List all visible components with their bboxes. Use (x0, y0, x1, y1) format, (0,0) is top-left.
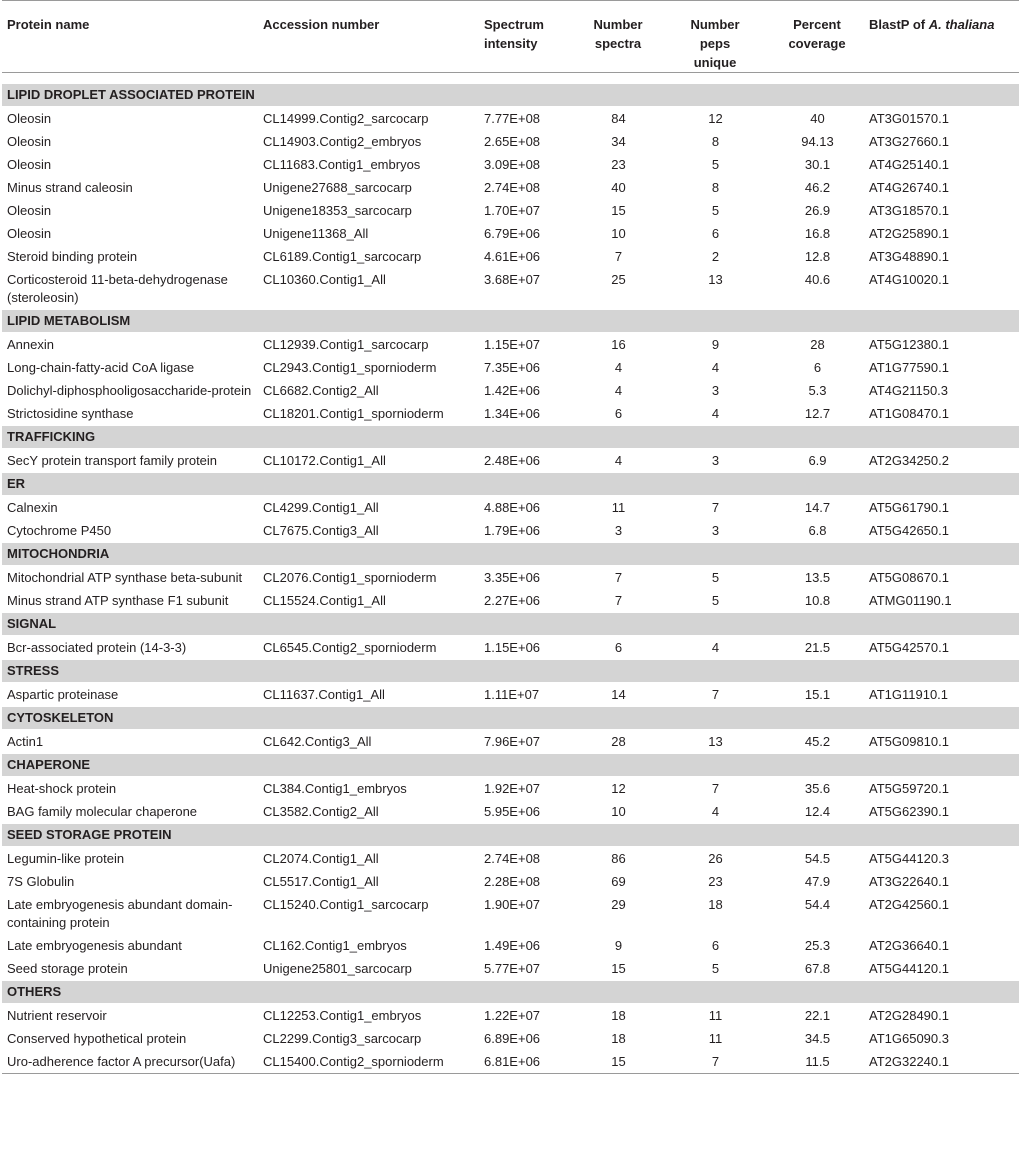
cell-percent-coverage: 26.9 (804, 203, 831, 218)
table-row (2, 957, 1019, 981)
cell-blastp: AT1G65090.3 (869, 1031, 949, 1046)
cell-percent-coverage: 28 (810, 337, 825, 352)
cell-number-peps-unique: 11 (708, 1031, 723, 1046)
cell-protein-name: Oleosin (7, 111, 52, 126)
cell-spectrum-intensity: 3.68E+07 (484, 272, 541, 287)
cell-percent-coverage: 10.8 (804, 593, 831, 608)
section-title: ER (2, 473, 1019, 496)
cell-blastp: AT2G25890.1 (869, 226, 949, 241)
table-row (2, 153, 1019, 176)
table-row (2, 449, 1019, 473)
cell-number-spectra: 25 (611, 272, 626, 287)
cell-blastp: AT2G28490.1 (869, 1008, 949, 1023)
table-row (2, 636, 1019, 660)
cell-spectrum-intensity: 3.35E+06 (484, 570, 541, 585)
cell-number-spectra: 86 (611, 851, 626, 866)
section-title: LIPID METABOLISM (2, 310, 1019, 333)
cell-blastp: AT3G48890.1 (869, 249, 949, 264)
section-title: SEED STORAGE PROTEIN (2, 824, 1019, 847)
cell-spectrum-intensity: 5.95E+06 (484, 804, 541, 819)
cell-number-spectra: 69 (611, 874, 626, 889)
cell-percent-coverage: 12.8 (804, 249, 831, 264)
cell-percent-coverage: 21.5 (804, 640, 831, 655)
cell-accession: CL12253.Contig1_embryos (263, 1008, 422, 1023)
header-blastp-species: A. thaliana (928, 17, 995, 32)
cell-number-spectra: 28 (611, 734, 626, 749)
header-spectrum-intensity: Spectrum intensity (484, 17, 544, 51)
cell-accession: CL2074.Contig1_All (263, 851, 379, 866)
cell-protein-name: Long-chain-fatty-acid CoA ligase (7, 360, 195, 375)
cell-spectrum-intensity: 1.11E+07 (484, 687, 540, 702)
cell-number-peps-unique: 9 (711, 337, 720, 352)
cell-spectrum-intensity: 2.74E+08 (484, 851, 541, 866)
cell-number-spectra: 16 (611, 337, 626, 352)
cell-number-peps-unique: 23 (708, 874, 723, 889)
table-row (2, 130, 1019, 153)
cell-spectrum-intensity: 1.90E+07 (484, 897, 541, 912)
cell-spectrum-intensity: 3.09E+08 (484, 157, 541, 172)
cell-percent-coverage: 5.3 (808, 383, 827, 398)
cell-blastp: AT4G21150.3 (869, 383, 949, 398)
cell-accession: CL11637.Contig1_All (263, 687, 385, 702)
cell-accession: CL15400.Contig2_spornioderm (258, 1050, 479, 1074)
section-title: SIGNAL (2, 613, 1019, 636)
table-row (2, 333, 1019, 357)
cell-spectrum-intensity: 1.92E+07 (484, 781, 541, 796)
cell-number-spectra: 84 (611, 111, 626, 126)
cell-accession: CL2943.Contig1_spornioderm (263, 360, 437, 375)
cell-number-spectra: 12 (611, 781, 626, 796)
cell-accession: CL10360.Contig1_All (263, 272, 386, 287)
cell-accession: CL6545.Contig2_spornioderm (263, 640, 437, 655)
cell-protein-name: Steroid binding protein (7, 249, 138, 264)
header-accession: Accession number (263, 17, 380, 32)
cell-spectrum-intensity: 1.22E+07 (484, 1008, 541, 1023)
cell-blastp: AT5G12380.1 (869, 337, 949, 352)
cell-blastp: AT5G44120.1 (869, 961, 949, 976)
cell-protein-name: Late embryogenesis abundant (7, 938, 182, 953)
cell-blastp: AT5G09810.1 (869, 734, 949, 749)
cell-number-peps-unique: 4 (711, 406, 720, 421)
table-row (2, 222, 1019, 245)
cell-protein-name: Oleosin (7, 157, 52, 172)
cell-blastp: AT5G62390.1 (869, 804, 949, 819)
cell-spectrum-intensity: 2.65E+08 (484, 134, 541, 149)
table-row (2, 245, 1019, 268)
cell-accession: Unigene27688_sarcocarp (263, 180, 412, 195)
cell-percent-coverage: 47.9 (804, 874, 831, 889)
cell-number-peps-unique: 5 (711, 157, 720, 172)
header-protein-name: Protein name (7, 17, 90, 32)
cell-protein-name: Oleosin (7, 203, 52, 218)
cell-percent-coverage: 25.3 (804, 938, 831, 953)
table-row (2, 268, 1019, 310)
table-row (2, 730, 1019, 754)
cell-percent-coverage: 94.13 (801, 134, 834, 149)
cell-spectrum-intensity: 6.81E+06 (479, 1050, 576, 1074)
table-row (2, 934, 1019, 957)
header-number-spectra: Number spectra (593, 17, 643, 51)
section-title: MITOCHONDRIA (2, 543, 1019, 566)
cell-percent-coverage: 40 (810, 111, 825, 126)
cell-blastp: AT4G26740.1 (869, 180, 949, 195)
cell-blastp: AT5G42570.1 (869, 640, 949, 655)
cell-spectrum-intensity: 5.77E+07 (484, 961, 541, 976)
table-row (2, 683, 1019, 707)
section-header (2, 754, 1019, 777)
table-row (2, 402, 1019, 426)
cell-protein-name: Minus strand caleosin (7, 180, 133, 195)
cell-percent-coverage: 12.7 (804, 406, 831, 421)
cell-blastp: AT2G34250.2 (869, 453, 949, 468)
cell-accession: CL6189.Contig1_sarcocarp (263, 249, 422, 264)
cell-spectrum-intensity: 7.96E+07 (484, 734, 541, 749)
cell-spectrum-intensity: 4.61E+06 (484, 249, 541, 264)
cell-percent-coverage: 11.5 (770, 1050, 864, 1074)
cell-number-spectra: 6 (614, 406, 623, 421)
cell-accession: CL7675.Contig3_All (263, 523, 379, 538)
cell-accession: CL10172.Contig1_All (263, 453, 386, 468)
cell-percent-coverage: 14.7 (804, 500, 831, 515)
cell-percent-coverage: 34.5 (804, 1031, 831, 1046)
cell-protein-name: Minus strand ATP synthase F1 subunit (7, 593, 229, 608)
table-row (2, 777, 1019, 801)
cell-blastp: AT5G59720.1 (869, 781, 949, 796)
cell-number-peps-unique: 4 (711, 640, 720, 655)
cell-percent-coverage: 46.2 (804, 180, 831, 195)
cell-percent-coverage: 6 (813, 360, 822, 375)
cell-protein-name: Oleosin (7, 226, 52, 241)
cell-number-peps-unique: 11 (708, 1008, 723, 1023)
table-row (2, 870, 1019, 893)
cell-percent-coverage: 6.9 (808, 453, 827, 468)
table-header (2, 1, 1019, 84)
cell-protein-name: BAG family molecular chaperone (7, 804, 198, 819)
cell-number-peps-unique: 12 (708, 111, 723, 126)
cell-blastp: AT1G77590.1 (869, 360, 949, 375)
cell-number-peps-unique: 8 (711, 180, 720, 195)
cell-spectrum-intensity: 2.27E+06 (484, 593, 541, 608)
cell-percent-coverage: 35.6 (804, 781, 831, 796)
cell-protein-name: Aspartic proteinase (7, 687, 119, 702)
cell-protein-name: Bcr-associated protein (14-3-3) (7, 640, 187, 655)
cell-spectrum-intensity: 4.88E+06 (484, 500, 541, 515)
cell-number-spectra: 4 (614, 383, 623, 398)
cell-number-peps-unique: 7 (711, 687, 720, 702)
cell-percent-coverage: 67.8 (804, 961, 831, 976)
cell-number-spectra: 10 (611, 804, 626, 819)
cell-blastp: AT2G42560.1 (869, 897, 949, 912)
cell-protein-name: SecY protein transport family protein (7, 453, 218, 468)
cell-protein-name: Heat-shock protein (7, 781, 117, 796)
cell-protein-name: Late embryogenesis abundant domain-containing protein (7, 897, 233, 930)
table-row (2, 1027, 1019, 1050)
cell-spectrum-intensity: 1.34E+06 (484, 406, 541, 421)
cell-number-peps-unique: 3 (711, 523, 720, 538)
cell-accession: Unigene25801_sarcocarp (263, 961, 412, 976)
cell-blastp: AT1G08470.1 (869, 406, 949, 421)
cell-accession: CL14903.Contig2_embryos (263, 134, 422, 149)
cell-number-peps-unique: 8 (711, 134, 720, 149)
cell-number-peps-unique: 3 (711, 383, 720, 398)
cell-number-spectra: 7 (614, 593, 623, 608)
header-row (2, 1, 1019, 73)
table-row (2, 847, 1019, 871)
section-title: CYTOSKELETON (2, 707, 1019, 730)
cell-number-spectra: 3 (614, 523, 623, 538)
table-row (2, 1004, 1019, 1028)
cell-spectrum-intensity: 1.49E+06 (484, 938, 541, 953)
cell-percent-coverage: 45.2 (804, 734, 831, 749)
section-header (2, 660, 1019, 683)
cell-accession: Unigene11368_All (263, 226, 369, 241)
cell-number-spectra: 7 (614, 249, 623, 264)
cell-number-spectra: 18 (611, 1031, 626, 1046)
cell-spectrum-intensity: 6.89E+06 (484, 1031, 541, 1046)
cell-percent-coverage: 54.5 (804, 851, 831, 866)
table-row (2, 379, 1019, 402)
cell-accession: CL18201.Contig1_spornioderm (263, 406, 444, 421)
table-row (2, 176, 1019, 199)
cell-spectrum-intensity: 1.79E+06 (484, 523, 541, 538)
cell-number-spectra: 23 (611, 157, 626, 172)
cell-protein-name: Seed storage protein (7, 961, 128, 976)
section-header (2, 84, 1019, 107)
table-row (2, 800, 1019, 824)
cell-number-peps-unique: 13 (708, 734, 723, 749)
cell-protein-name: Actin1 (7, 734, 44, 749)
table-row (2, 566, 1019, 590)
cell-number-peps-unique: 7 (660, 1050, 770, 1074)
cell-number-spectra: 4 (614, 360, 623, 375)
cell-accession: CL15240.Contig1_sarcocarp (263, 897, 429, 912)
cell-number-peps-unique: 5 (711, 593, 720, 608)
cell-number-peps-unique: 5 (711, 961, 720, 976)
cell-accession: CL12939.Contig1_sarcocarp (263, 337, 429, 352)
cell-accession: CL2076.Contig1_spornioderm (263, 570, 437, 585)
cell-number-spectra: 6 (614, 640, 623, 655)
cell-spectrum-intensity: 2.48E+06 (484, 453, 541, 468)
cell-number-peps-unique: 26 (708, 851, 723, 866)
header-percent-coverage: Percent coverage (788, 17, 846, 51)
cell-protein-name: Cytochrome P450 (7, 523, 112, 538)
cell-number-peps-unique: 6 (711, 226, 720, 241)
cell-blastp: AT1G11910.1 (869, 687, 949, 702)
cell-protein-name: Legumin-like protein (7, 851, 125, 866)
cell-blastp: AT2G36640.1 (869, 938, 949, 953)
cell-number-spectra: 34 (611, 134, 626, 149)
table-row (2, 1050, 1019, 1074)
cell-accession: CL4299.Contig1_All (263, 500, 379, 515)
cell-number-peps-unique: 7 (711, 781, 720, 796)
cell-number-peps-unique: 13 (708, 272, 723, 287)
cell-spectrum-intensity: 2.74E+08 (484, 180, 541, 195)
cell-accession: CL11683.Contig1_embryos (263, 157, 421, 172)
cell-accession: CL6682.Contig2_All (263, 383, 379, 398)
cell-accession: CL3582.Contig2_All (263, 804, 379, 819)
cell-spectrum-intensity: 2.28E+08 (484, 874, 541, 889)
cell-percent-coverage: 54.4 (804, 897, 831, 912)
cell-protein-name: Strictosidine synthase (7, 406, 134, 421)
table-row (2, 107, 1019, 131)
cell-accession: CL642.Contig3_All (263, 734, 372, 749)
cell-protein-name: Calnexin (7, 500, 58, 515)
cell-blastp: AT5G61790.1 (869, 500, 949, 515)
cell-protein-name: Corticosteroid 11-beta-dehydrogenase (steroleosin) (7, 272, 228, 305)
table-row (2, 356, 1019, 379)
cell-number-spectra: 9 (614, 938, 623, 953)
table-row (2, 589, 1019, 613)
cell-number-peps-unique: 3 (711, 453, 720, 468)
cell-percent-coverage: 40.6 (804, 272, 831, 287)
section-title: TRAFFICKING (2, 426, 1019, 449)
table-row (2, 496, 1019, 520)
cell-percent-coverage: 6.8 (808, 523, 827, 538)
cell-spectrum-intensity: 1.15E+07 (484, 337, 541, 352)
protein-table (2, 0, 1019, 1074)
cell-blastp: AT3G18570.1 (869, 203, 949, 218)
cell-spectrum-intensity: 7.77E+08 (484, 111, 541, 126)
cell-number-spectra: 15 (611, 203, 626, 218)
section-title: STRESS (2, 660, 1019, 683)
cell-protein-name: Oleosin (7, 134, 52, 149)
header-blastp-prefix: BlastP of (869, 17, 929, 32)
cell-number-peps-unique: 18 (708, 897, 723, 912)
cell-number-spectra: 40 (611, 180, 626, 195)
cell-blastp: AT5G42650.1 (869, 523, 949, 538)
cell-blastp: AT4G25140.1 (869, 157, 949, 172)
cell-accession: CL2299.Contig3_sarcocarp (263, 1031, 422, 1046)
section-header (2, 707, 1019, 730)
cell-number-spectra: 15 (611, 961, 626, 976)
cell-spectrum-intensity: 6.79E+06 (484, 226, 541, 241)
header-blastp (864, 1, 1019, 73)
cell-number-peps-unique: 2 (711, 249, 720, 264)
cell-blastp: AT3G22640.1 (869, 874, 949, 889)
cell-protein-name: Mitochondrial ATP synthase beta-subunit (7, 570, 243, 585)
cell-number-peps-unique: 5 (711, 570, 720, 585)
cell-spectrum-intensity: 1.42E+06 (484, 383, 541, 398)
section-title: CHAPERONE (2, 754, 1019, 777)
cell-number-spectra: 14 (611, 687, 626, 702)
section-header (2, 543, 1019, 566)
cell-protein-name: Uro-adherence factor A precursor(Uafa) (2, 1050, 258, 1074)
cell-number-spectra: 7 (614, 570, 623, 585)
cell-number-spectra: 4 (614, 453, 623, 468)
section-header (2, 426, 1019, 449)
cell-blastp: AT2G32240.1 (864, 1050, 1019, 1074)
header-number-peps-unique: Number peps unique (690, 17, 740, 70)
cell-protein-name: 7S Globulin (7, 874, 75, 889)
cell-blastp: AT5G08670.1 (869, 570, 949, 585)
cell-number-peps-unique: 4 (711, 360, 720, 375)
cell-blastp: AT5G44120.3 (869, 851, 949, 866)
cell-number-peps-unique: 5 (711, 203, 720, 218)
cell-percent-coverage: 13.5 (804, 570, 831, 585)
cell-accession: CL15524.Contig1_All (263, 593, 386, 608)
table-row (2, 893, 1019, 934)
cell-percent-coverage: 16.8 (804, 226, 831, 241)
cell-percent-coverage: 15.1 (804, 687, 831, 702)
cell-spectrum-intensity: 7.35E+06 (484, 360, 541, 375)
cell-protein-name: Nutrient reservoir (7, 1008, 107, 1023)
cell-number-peps-unique: 4 (711, 804, 720, 819)
cell-accession: CL162.Contig1_embryos (263, 938, 407, 953)
cell-percent-coverage: 12.4 (804, 804, 831, 819)
section-header (2, 310, 1019, 333)
cell-protein-name: Annexin (7, 337, 54, 352)
cell-blastp: AT3G01570.1 (869, 111, 949, 126)
section-title: LIPID DROPLET ASSOCIATED PROTEIN (2, 84, 1019, 107)
cell-accession: Unigene18353_sarcocarp (263, 203, 412, 218)
cell-blastp: ATMG01190.1 (869, 593, 952, 608)
section-header (2, 824, 1019, 847)
section-header (2, 473, 1019, 496)
section-title: OTHERS (2, 981, 1019, 1004)
cell-percent-coverage: 22.1 (804, 1008, 831, 1023)
table-row (2, 519, 1019, 543)
cell-number-peps-unique: 6 (711, 938, 720, 953)
cell-number-spectra: 15 (576, 1050, 660, 1074)
cell-accession: CL5517.Contig1_All (263, 874, 379, 889)
cell-spectrum-intensity: 1.70E+07 (484, 203, 541, 218)
cell-spectrum-intensity: 1.15E+06 (484, 640, 541, 655)
table-row (2, 199, 1019, 222)
cell-accession: CL14999.Contig2_sarcocarp (263, 111, 429, 126)
cell-protein-name: Conserved hypothetical protein (7, 1031, 187, 1046)
header-spacer (2, 73, 1019, 84)
cell-number-spectra: 29 (611, 897, 626, 912)
table-body (2, 84, 1019, 1074)
cell-number-spectra: 10 (611, 226, 626, 241)
cell-number-peps-unique: 7 (711, 500, 720, 515)
cell-percent-coverage: 30.1 (804, 157, 831, 172)
cell-protein-name: Dolichyl-diphosphooligosaccharide-protein (7, 383, 252, 398)
cell-accession: CL384.Contig1_embryos (263, 781, 407, 796)
section-header (2, 613, 1019, 636)
cell-number-spectra: 18 (611, 1008, 626, 1023)
cell-blastp: AT3G27660.1 (869, 134, 949, 149)
cell-number-spectra: 11 (611, 500, 626, 515)
section-header (2, 981, 1019, 1004)
cell-blastp: AT4G10020.1 (869, 272, 949, 287)
